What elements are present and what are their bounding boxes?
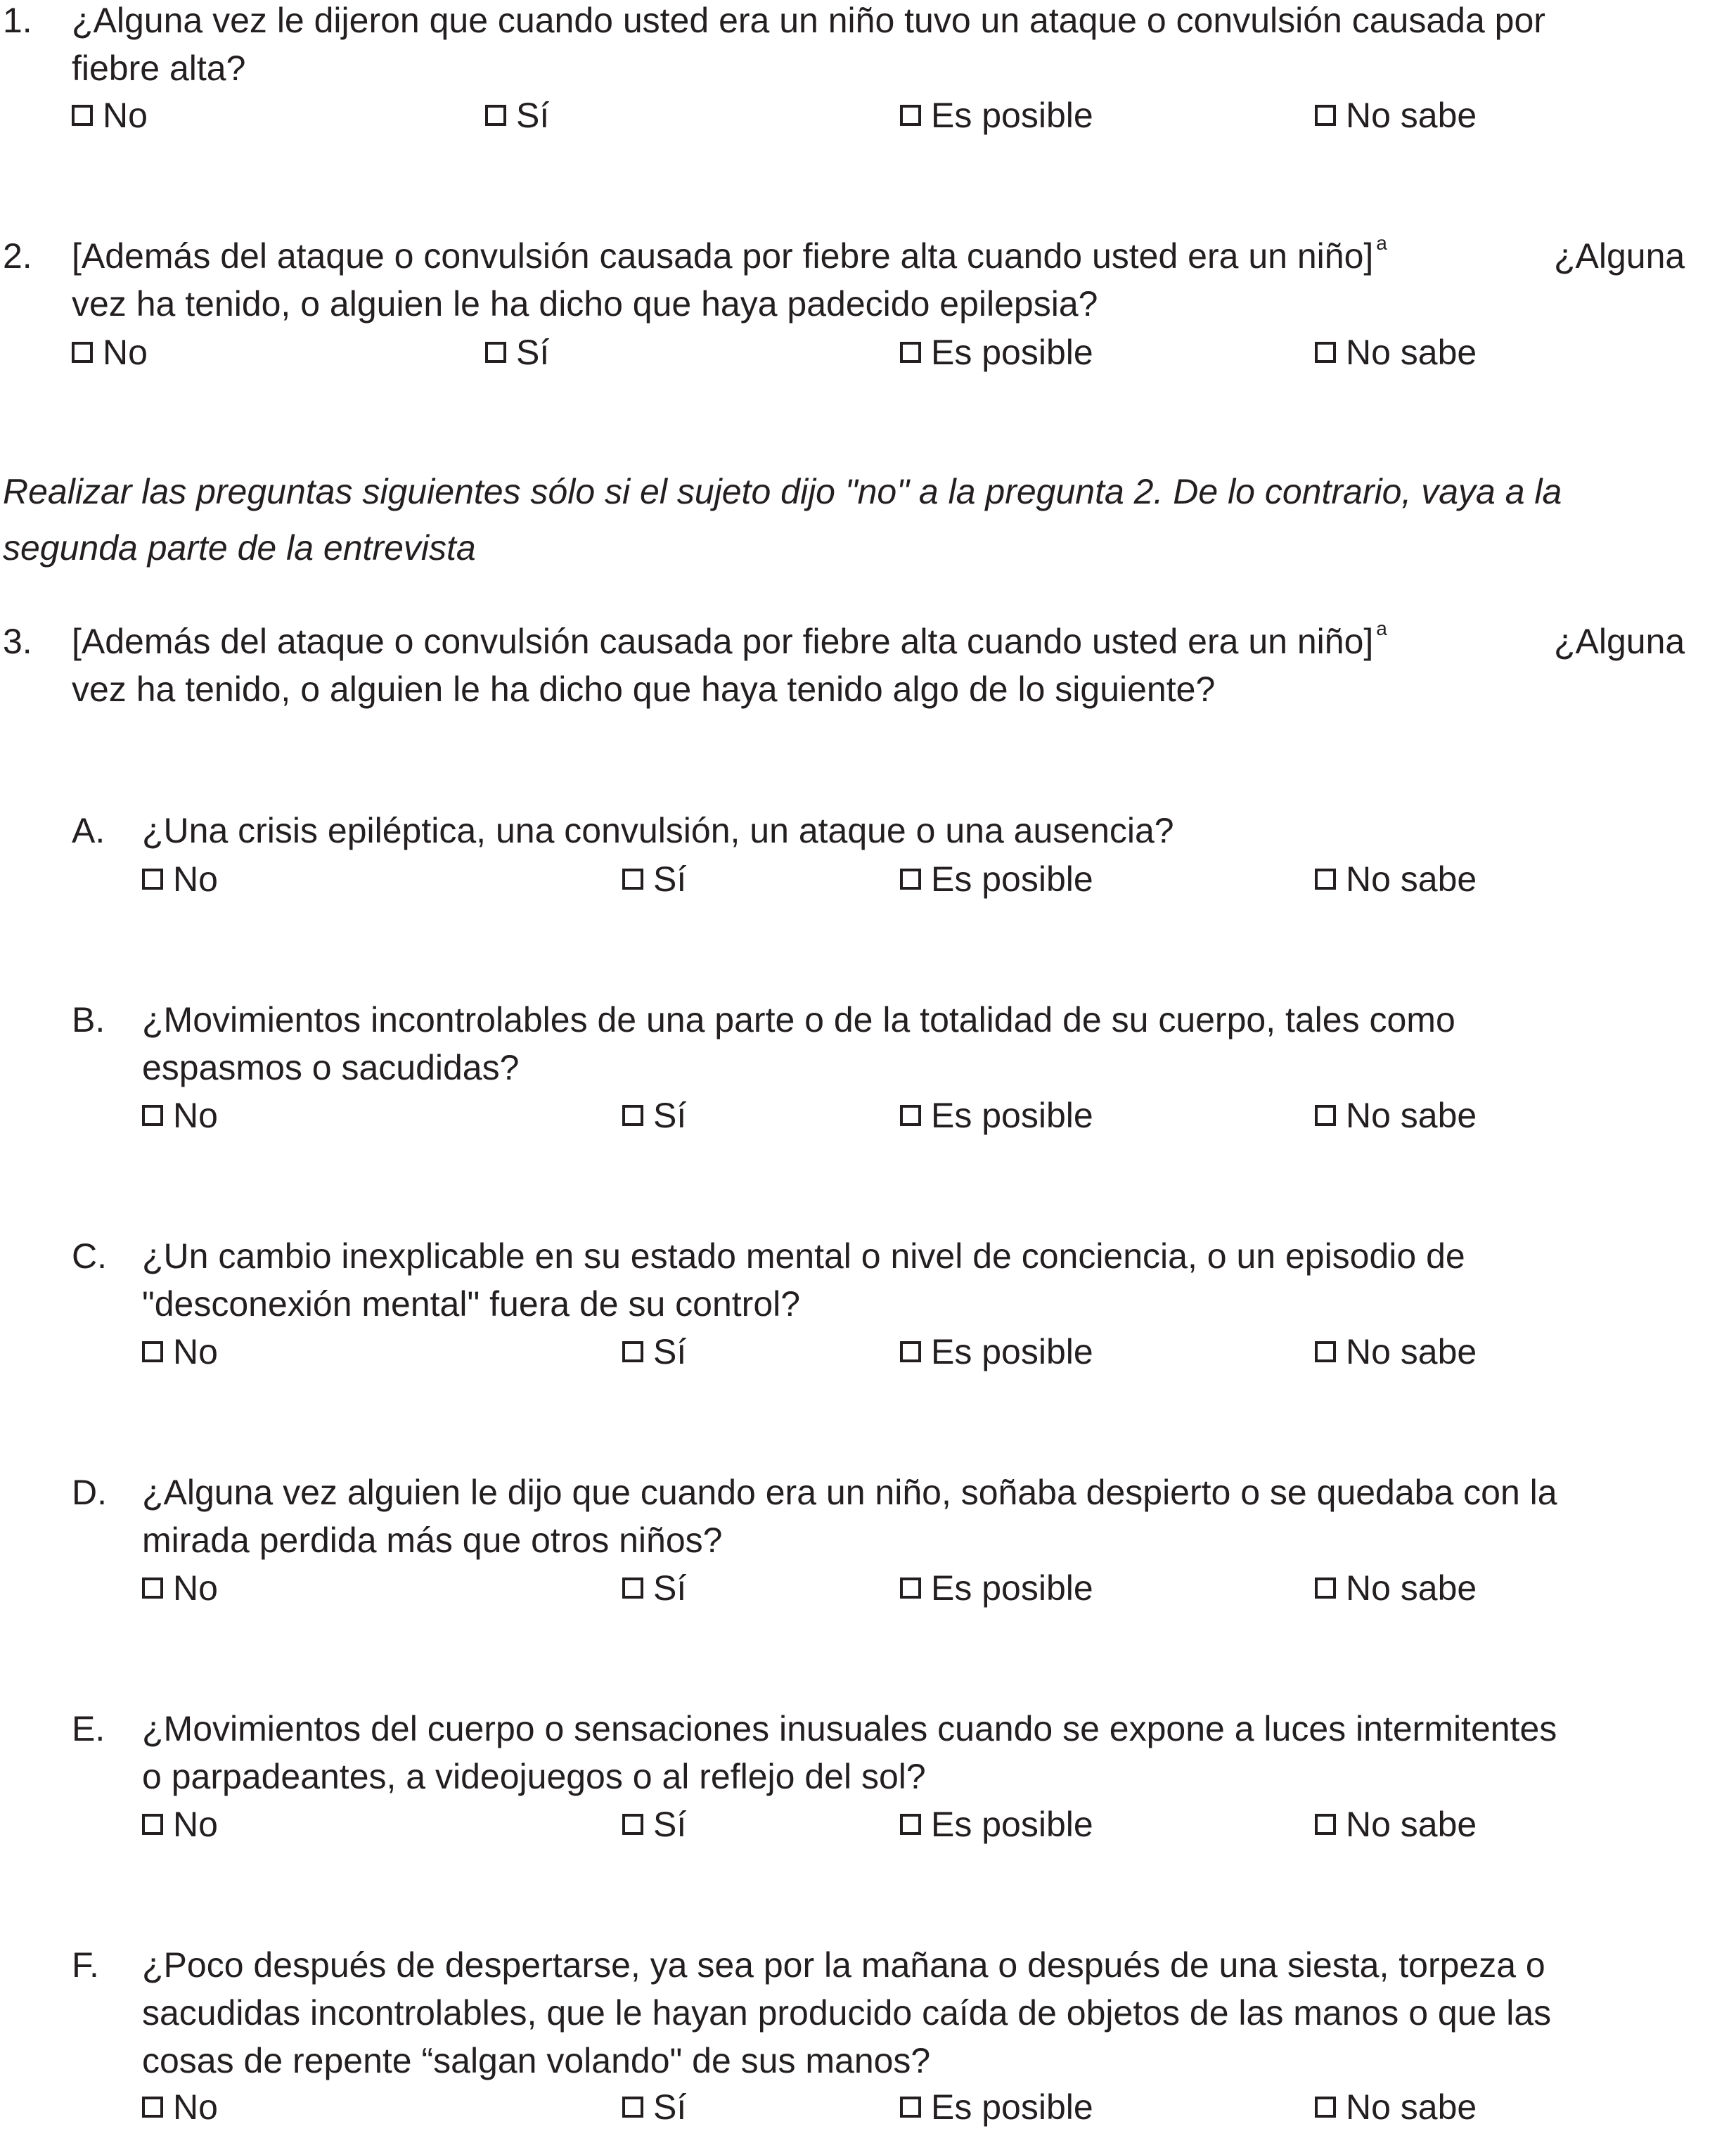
- option-label: No sabe: [1346, 859, 1477, 899]
- question-text-line: [72, 617, 1387, 671]
- option-es-posible[interactable]: [900, 855, 1093, 903]
- option-label: No: [173, 859, 218, 899]
- option-si[interactable]: [485, 328, 549, 376]
- checkbox-icon[interactable]: [900, 342, 921, 363]
- option-label: No: [173, 1332, 218, 1371]
- checkbox-icon[interactable]: [1315, 869, 1336, 890]
- option-no-sabe[interactable]: [1315, 328, 1477, 376]
- checkbox-icon[interactable]: [1315, 1105, 1336, 1126]
- checkbox-icon[interactable]: [900, 1341, 921, 1362]
- question-text: [Además del ataque o convulsión causada por fiebre alta cuando usted era un niño]: [72, 236, 1374, 276]
- subquestion-text-line: ¿Poco después de despertarse, ya sea por la mañana o después de una siesta, torpeza o: [142, 1945, 1545, 1985]
- subquestion-letter: F.: [72, 1945, 99, 1985]
- subquestion-text-line: sacudidas incontrolables, que le hayan producido caída de objetos de las manos o que las: [142, 1993, 1552, 2033]
- checkbox-icon[interactable]: [900, 2097, 921, 2118]
- option-no[interactable]: [142, 1800, 218, 1848]
- option-no-sabe[interactable]: [1315, 1092, 1477, 1139]
- checkbox-icon[interactable]: [142, 869, 163, 890]
- option-label: Sí: [653, 1332, 687, 1371]
- option-label: No: [103, 333, 148, 372]
- question-text-line: ¿Alguna vez le dijeron que cuando usted era un niño tuvo un ataque o convulsión causada por: [72, 1, 1545, 40]
- checkbox-icon[interactable]: [622, 2097, 643, 2118]
- option-si[interactable]: [622, 1328, 686, 1376]
- checkbox-icon[interactable]: [72, 342, 93, 363]
- option-label: Es posible: [931, 1568, 1093, 1608]
- option-label: No sabe: [1346, 1568, 1477, 1608]
- checkbox-icon[interactable]: [900, 1814, 921, 1835]
- option-label: No sabe: [1346, 1096, 1477, 1135]
- checkbox-icon[interactable]: [485, 342, 506, 363]
- option-es-posible[interactable]: [900, 1328, 1093, 1376]
- instruction-line: Realizar las preguntas siguientes sólo si el sujeto dijo "no" a la pregunta 2. De lo contrario, vaya a la: [3, 472, 1562, 511]
- option-label: No sabe: [1346, 2087, 1477, 2127]
- option-label: Es posible: [931, 1332, 1093, 1371]
- checkbox-icon[interactable]: [142, 1814, 163, 1835]
- subquestion-letter: C.: [72, 1236, 107, 1276]
- checkbox-icon[interactable]: [900, 1105, 921, 1126]
- checkbox-icon[interactable]: [900, 1578, 921, 1599]
- option-label: Es posible: [931, 1096, 1093, 1135]
- option-label: Es posible: [931, 2087, 1093, 2127]
- option-label: No: [173, 1805, 218, 1844]
- option-label: No sabe: [1346, 333, 1477, 372]
- option-no[interactable]: [142, 1564, 218, 1612]
- option-no[interactable]: [142, 855, 218, 903]
- subquestion-text-line: ¿Movimientos del cuerpo o sensaciones inusuales cuando se expone a luces intermitentes: [142, 1709, 1557, 1748]
- option-label: Sí: [653, 2087, 687, 2127]
- checkbox-icon[interactable]: [900, 105, 921, 126]
- option-no[interactable]: [72, 91, 148, 139]
- checkbox-icon[interactable]: [1315, 2097, 1336, 2118]
- subquestion-text-line: cosas de repente “salgan volando" de sus manos?: [142, 2041, 931, 2080]
- option-si[interactable]: [485, 91, 549, 139]
- checkbox-icon[interactable]: [622, 1814, 643, 1835]
- option-no[interactable]: [142, 1328, 218, 1376]
- checkbox-icon[interactable]: [485, 105, 506, 126]
- checkbox-icon[interactable]: [622, 1341, 643, 1362]
- checkbox-icon[interactable]: [142, 2097, 163, 2118]
- subquestion-text-line: o parpadeantes, a videojuegos o al reflejo del sol?: [142, 1757, 926, 1796]
- subquestion-text-line: "desconexión mental" fuera de su control?: [142, 1284, 801, 1324]
- option-label: Sí: [516, 333, 550, 372]
- option-no[interactable]: [72, 328, 148, 376]
- option-es-posible[interactable]: [900, 1800, 1093, 1848]
- checkbox-icon[interactable]: [1315, 1578, 1336, 1599]
- option-si[interactable]: [622, 1800, 686, 1848]
- question-number: 2.: [3, 236, 32, 276]
- option-es-posible[interactable]: [900, 2083, 1093, 2131]
- option-label: No sabe: [1346, 96, 1477, 135]
- option-no[interactable]: [142, 2083, 218, 2131]
- option-label: No sabe: [1346, 1805, 1477, 1844]
- option-es-posible[interactable]: [900, 91, 1093, 139]
- subquestion-text-line: ¿Un cambio inexplicable en su estado mental o nivel de conciencia, o un episodio de: [142, 1236, 1465, 1276]
- option-label: Es posible: [931, 333, 1093, 372]
- question-text: [Además del ataque o convulsión causada por fiebre alta cuando usted era un niño]: [72, 622, 1374, 661]
- option-si[interactable]: [622, 1564, 686, 1612]
- option-si[interactable]: [622, 855, 686, 903]
- option-label: No: [173, 2087, 218, 2127]
- option-no[interactable]: [142, 1092, 218, 1139]
- question-text-line: vez ha tenido, o alguien le ha dicho que haya tenido algo de lo siguiente?: [72, 670, 1216, 709]
- question-number: 3.: [3, 622, 32, 661]
- option-label: Es posible: [931, 96, 1093, 135]
- footnote-marker: a: [1376, 617, 1387, 639]
- question-number: 1.: [3, 1, 32, 40]
- checkbox-icon[interactable]: [1315, 1814, 1336, 1835]
- option-es-posible[interactable]: [900, 328, 1093, 376]
- option-label: No: [173, 1568, 218, 1608]
- option-es-posible[interactable]: [900, 1092, 1093, 1139]
- subquestion-text-line: espasmos o sacudidas?: [142, 1048, 520, 1087]
- subquestion-letter: B.: [72, 1000, 105, 1039]
- checkbox-icon[interactable]: [622, 1578, 643, 1599]
- question-text-line: [72, 232, 1387, 286]
- checkbox-icon[interactable]: [72, 105, 93, 126]
- option-label: Es posible: [931, 859, 1093, 899]
- checkbox-icon[interactable]: [1315, 342, 1336, 363]
- checkbox-icon[interactable]: [1315, 105, 1336, 126]
- subquestion-text-line: ¿Movimientos incontrolables de una parte o de la totalidad de su cuerpo, tales como: [142, 1000, 1455, 1039]
- footnote-marker: a: [1376, 232, 1387, 254]
- option-no-sabe[interactable]: [1315, 855, 1477, 903]
- subquestion-letter: A.: [72, 811, 105, 850]
- option-label: No: [103, 96, 148, 135]
- option-no-sabe[interactable]: [1315, 91, 1477, 139]
- subquestion-text-line: ¿Alguna vez alguien le dijo que cuando era un niño, soñaba despierto o se quedaba con la: [142, 1473, 1557, 1512]
- question-text-end: ¿Alguna: [1554, 622, 1685, 661]
- checkbox-icon[interactable]: [622, 869, 643, 890]
- subquestion-text-line: ¿Una crisis epiléptica, una convulsión, un ataque o una ausencia?: [142, 811, 1174, 850]
- option-no-sabe[interactable]: [1315, 1800, 1477, 1848]
- option-label: No: [173, 1096, 218, 1135]
- subquestion-text-line: mirada perdida más que otros niños?: [142, 1521, 723, 1560]
- subquestion-letter: E.: [72, 1709, 105, 1748]
- option-label: Sí: [653, 859, 687, 899]
- checkbox-icon[interactable]: [142, 1105, 163, 1126]
- checkbox-icon[interactable]: [142, 1341, 163, 1362]
- option-label: No sabe: [1346, 1332, 1477, 1371]
- option-no-sabe[interactable]: [1315, 2083, 1477, 2131]
- option-label: Sí: [516, 96, 550, 135]
- question-text-line: vez ha tenido, o alguien le ha dicho que haya padecido epilepsia?: [72, 284, 1098, 324]
- checkbox-icon[interactable]: [142, 1578, 163, 1599]
- checkbox-icon[interactable]: [900, 869, 921, 890]
- instruction-line: segunda parte de la entrevista: [3, 528, 476, 568]
- option-no-sabe[interactable]: [1315, 1328, 1477, 1376]
- checkbox-icon[interactable]: [1315, 1341, 1336, 1362]
- option-no-sabe[interactable]: [1315, 1564, 1477, 1612]
- subquestion-letter: D.: [72, 1473, 107, 1512]
- option-label: Sí: [653, 1096, 687, 1135]
- question-text-end: ¿Alguna: [1554, 236, 1685, 276]
- option-label: Es posible: [931, 1805, 1093, 1844]
- checkbox-icon[interactable]: [622, 1105, 643, 1126]
- option-si[interactable]: [622, 1092, 686, 1139]
- option-label: Sí: [653, 1568, 687, 1608]
- option-label: Sí: [653, 1805, 687, 1844]
- question-text-line: fiebre alta?: [72, 49, 246, 88]
- option-es-posible[interactable]: [900, 1564, 1093, 1612]
- option-si[interactable]: [622, 2083, 686, 2131]
